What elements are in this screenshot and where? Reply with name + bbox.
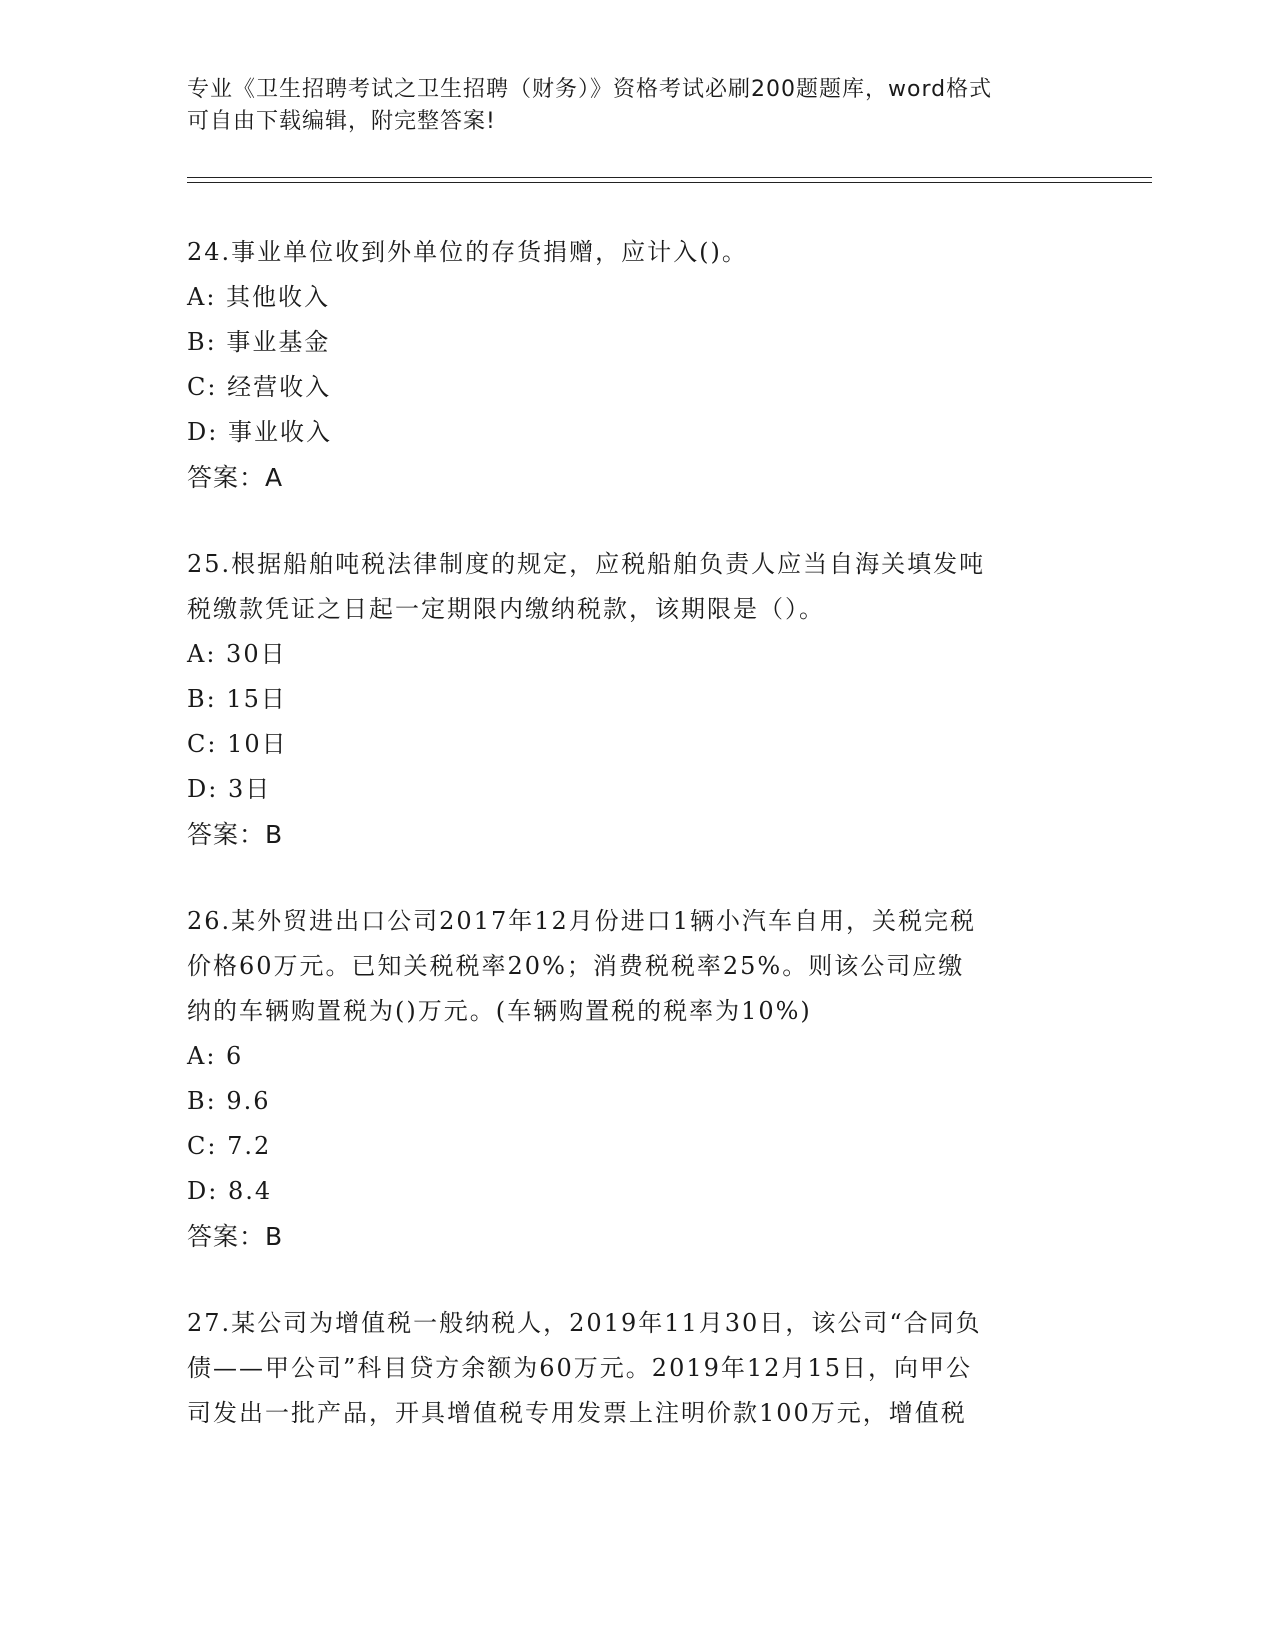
option-c: C: 7.2	[187, 1132, 272, 1160]
header-divider-bottom	[187, 182, 1152, 183]
option-d: D: 3日	[187, 775, 272, 803]
answer: 答案：B	[187, 1222, 284, 1251]
question-26	[187, 899, 1087, 1259]
question-text: 26.某外贸进出口公司2017年12月份进口1辆小汽车自用，关税完税	[187, 907, 977, 935]
question-text: 税缴款凭证之日起一定期限内缴纳税款，该期限是（）。	[187, 595, 825, 623]
header-line-1: 专业《卫生招聘考试之卫生招聘（财务）》资格考试必刷200题题库，word格式	[187, 77, 993, 102]
question-list	[187, 230, 1087, 1478]
option-c: C: 10日	[187, 730, 288, 758]
question-25	[187, 542, 1087, 857]
option-a: A: 30日	[187, 640, 287, 668]
header-line-2: 可自由下载编辑，附完整答案!	[187, 109, 496, 134]
header-divider-top	[187, 177, 1152, 178]
question-text: 司发出一批产品，开具增值税专用发票上注明价款100万元，增值税	[187, 1399, 967, 1427]
question-text: 纳的车辆购置税为()万元。(车辆购置税的税率为10%)	[187, 997, 812, 1025]
option-c: C: 经营收入	[187, 373, 332, 401]
option-d: D: 事业收入	[187, 418, 332, 446]
option-b: B: 15日	[187, 685, 287, 713]
option-b: B: 9.6	[187, 1087, 271, 1115]
answer: 答案：B	[187, 820, 284, 849]
question-text: 债——甲公司”科目贷方余额为60万元。2019年12月15日，向甲公	[187, 1354, 972, 1382]
question-text: 27.某公司为增值税一般纳税人，2019年11月30日，该公司“合同负	[187, 1309, 982, 1337]
option-b: B: 事业基金	[187, 328, 331, 356]
option-d: D: 8.4	[187, 1177, 273, 1205]
option-a: A: 6	[187, 1042, 244, 1070]
answer: 答案：A	[187, 463, 284, 492]
option-a: A: 其他收入	[187, 283, 331, 311]
question-text: 25.根据船舶吨税法律制度的规定，应税船舶负责人应当自海关填发吨	[187, 550, 986, 578]
document-header	[187, 74, 1087, 138]
question-text: 24.事业单位收到外单位的存货捐赠，应计入()。	[187, 238, 748, 266]
question-text: 价格60万元。已知关税税率20%；消费税税率25%。则该公司应缴	[187, 952, 965, 980]
question-27	[187, 1301, 1087, 1436]
question-24	[187, 230, 1087, 500]
